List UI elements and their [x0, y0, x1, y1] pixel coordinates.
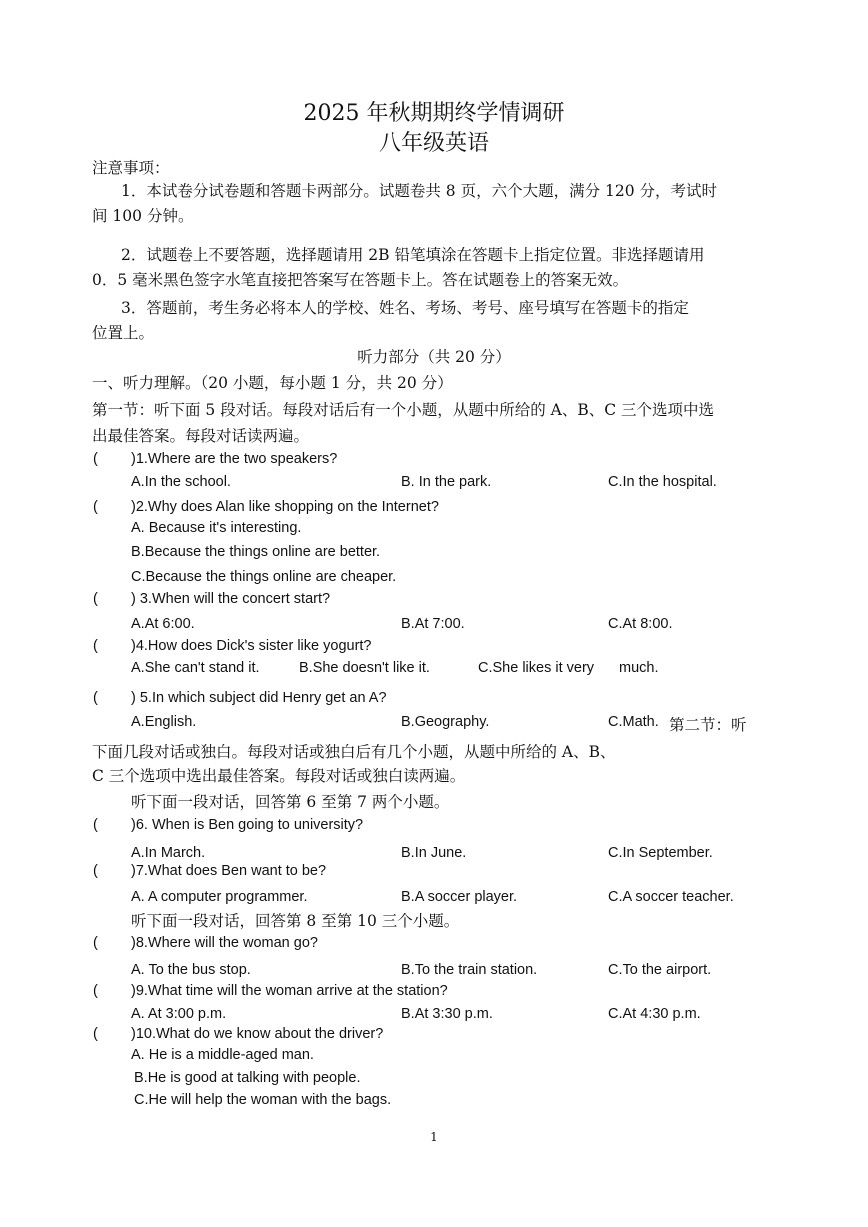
question-7-stem: )7.What does Ben want to be?: [131, 863, 327, 879]
question-6-stem: )6. When is Ben going to university?: [131, 817, 364, 833]
exam-title: 2025 年秋期期终学情调研: [303, 101, 565, 126]
question-6-option-a: A.In March.: [131, 845, 206, 861]
question-4-stem: )4.How does Dick's sister like yogurt?: [131, 638, 372, 654]
question-3-option-b: B.At 7:00.: [401, 616, 465, 632]
note-item-3-line-2: 位置上。: [92, 324, 155, 342]
question-10-option-c: C.He will help the woman with the bags.: [134, 1092, 392, 1108]
question-4-option-c-continued: much.: [619, 660, 659, 676]
question-5-option-a: A.English.: [131, 714, 197, 730]
note-item-1-line-1: 1．本试卷分试卷题和答题卡两部分。试题卷共 8 页，六个大题，满分 120 分，考试时: [121, 182, 718, 200]
question-9-option-a: A. At 3:00 p.m.: [131, 1006, 227, 1022]
question-3-stem: ) 3.When will the concert start?: [131, 591, 331, 607]
question-8-stem: )8.Where will the woman go?: [131, 935, 318, 951]
question-7-option-a: A. A computer programmer.: [131, 889, 308, 905]
question-6-option-b: B.In June.: [401, 845, 467, 861]
section-1-instruction-line-2: 出最佳答案。每段对话读两遍。: [92, 427, 310, 445]
answer-paren: (: [93, 935, 98, 951]
answer-paren: (: [93, 638, 98, 654]
question-2-option-a: A. Because it's interesting.: [131, 520, 302, 536]
question-1-stem: )1.Where are the two speakers?: [131, 451, 338, 467]
part-1-title: 一、听力理解。（20 小题，每小题 1 分，共 20 分）: [92, 374, 453, 392]
section-1-instruction-line-1: 第一节：听下面 5 段对话。每段对话后有一个小题，从题中所给的 A、B、C 三个选项中选: [92, 401, 715, 419]
answer-paren: (: [93, 817, 98, 833]
answer-paren: (: [93, 983, 98, 999]
question-1-option-a: A.In the school.: [131, 474, 231, 490]
notes-heading: 注意事项：: [92, 159, 170, 177]
answer-paren: (: [93, 451, 98, 467]
question-9-stem: )9.What time will the woman arrive at the station?: [131, 983, 448, 999]
question-9-option-b: B.At 3:30 p.m.: [401, 1006, 493, 1022]
question-7-option-c: C.A soccer teacher.: [608, 889, 734, 905]
question-4-option-a: A.She can't stand it.: [131, 660, 260, 676]
question-2-stem: )2.Why does Alan like shopping on the Internet?: [131, 499, 439, 515]
question-8-option-b: B.To the train station.: [401, 962, 538, 978]
section-2-instruction-line-2: C 三个选项中选出最佳答案。每段对话或独白读两遍。: [92, 767, 466, 785]
question-3-option-a: A.At 6:00.: [131, 616, 195, 632]
question-1-option-b: B. In the park.: [401, 474, 492, 490]
answer-paren: (: [93, 591, 98, 607]
question-10-option-b: B.He is good at talking with people.: [134, 1070, 361, 1086]
instruction-questions-8-10: 听下面一段对话，回答第 8 至第 10 三个小题。: [131, 912, 460, 930]
question-10-option-a: A. He is a middle-aged man.: [131, 1047, 314, 1063]
listening-section-header: 听力部分（共 20 分）: [357, 348, 511, 366]
question-3-option-c: C.At 8:00.: [608, 616, 673, 632]
question-5-stem: ) 5.In which subject did Henry get an A?: [131, 690, 387, 706]
section-2-heading: 第二节：听: [669, 716, 747, 734]
section-2-instruction-line-1: 下面几段对话或独白。每段对话或独白后有几个小题，从题中所给的 A、B、: [92, 743, 616, 761]
note-item-2-line-2: 0．5 毫米黑色签字水笔直接把答案写在答题卡上。答在试题卷上的答案无效。: [92, 271, 629, 289]
answer-paren: (: [93, 690, 98, 706]
question-2-option-c: C.Because the things online are cheaper.: [131, 569, 397, 585]
note-item-2-line-1: 2．试题卷上不要答题，选择题请用 2B 铅笔填涂在答题卡上指定位置。非选择题请用: [121, 246, 705, 264]
question-7-option-b: B.A soccer player.: [401, 889, 518, 905]
exam-subtitle: 八年级英语: [378, 131, 489, 156]
page-number: 1: [430, 1130, 438, 1144]
question-10-stem: )10.What do we know about the driver?: [131, 1026, 384, 1042]
question-5-option-b: B.Geography.: [401, 714, 490, 730]
question-5-option-c: C.Math.: [608, 714, 659, 730]
question-6-option-c: C.In September.: [608, 845, 713, 861]
answer-paren: (: [93, 863, 98, 879]
note-item-3-line-1: 3．答题前，考生务必将本人的学校、姓名、考场、考号、座号填写在答题卡的指定: [121, 299, 689, 317]
instruction-questions-6-7: 听下面一段对话，回答第 6 至第 7 两个小题。: [131, 793, 450, 811]
question-4-option-c: C.She likes it very: [478, 660, 595, 676]
question-8-option-a: A. To the bus stop.: [131, 962, 251, 978]
question-1-option-c: C.In the hospital.: [608, 474, 717, 490]
question-8-option-c: C.To the airport.: [608, 962, 712, 978]
question-4-option-b: B.She doesn't like it.: [299, 660, 430, 676]
question-9-option-c: C.At 4:30 p.m.: [608, 1006, 701, 1022]
answer-paren: (: [93, 499, 98, 515]
note-item-1-line-2: 间 100 分钟。: [92, 207, 194, 225]
answer-paren: (: [93, 1026, 98, 1042]
question-2-option-b: B.Because the things online are better.: [131, 544, 381, 560]
